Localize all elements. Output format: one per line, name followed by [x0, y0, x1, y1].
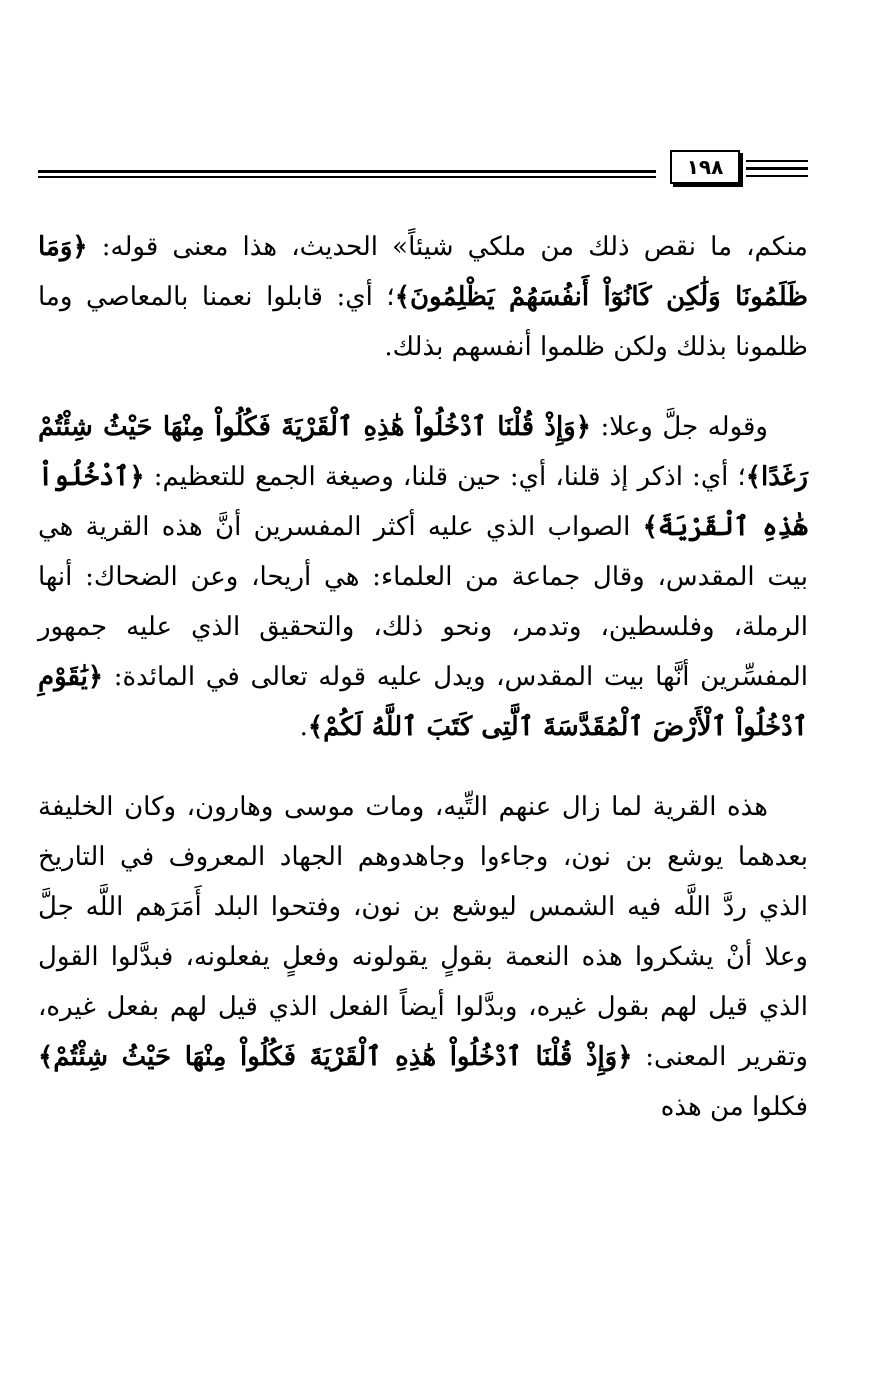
paragraph: [38, 402, 808, 752]
page-number: ١٩٨: [670, 150, 740, 184]
page-header: [38, 150, 808, 190]
body-text: فكلوا من هذه: [660, 1092, 808, 1122]
body-text: منكم، ما نقص ذلك من ملكي شيئاً» الحديث، هذا معنى قوله:: [87, 232, 808, 262]
paragraph: [38, 782, 808, 1132]
body-text: ؛ أي: قابلوا نعمنا بالمعاصي وما ظلمونا بذلك ولكن ظلموا أنفسهم بذلك.: [38, 282, 808, 362]
header-rule-short: [746, 175, 808, 177]
quran-verse: ﴿وَإِذْ قُلْنَا ٱدْخُلُواْ هَٰذِهِ ٱلْقَرْيَةَ فَكُلُواْ مِنْهَا حَيْثُ شِئْتُمْ﴾: [38, 1042, 633, 1072]
page-body: [38, 222, 808, 1132]
body-text: الصواب الذي عليه أكثر المفسرين أنَّ هذه القرية هي بيت المقدس، وقال جماعة من العلماء: هي أريحا، وعن الضحاك: أنها الرملة، وفلسطين، وتدمر، ونحو ذلك، والتحقيق الذي عليه جمهور المفسِّرين أنَّها بيت المقدس، ويدل عليه قوله تعالى في المائدة:: [38, 512, 808, 692]
header-rule-short: [746, 160, 808, 162]
header-rule-short: [746, 167, 808, 170]
header-rule: [38, 176, 656, 178]
body-text: ؛ أي: اذكر إذ قلنا، أي: حين قلنا، وصيغة الجمع للتعظيم:: [144, 462, 746, 492]
quran-verse: ﴿يَٰقَوْمِ ٱدْخُلُواْ ٱلْأَرْضَ ٱلْمُقَدَّسَةَ ٱلَّتِى كَتَبَ ٱللَّهُ لَكُمْ﴾: [38, 662, 808, 742]
body-text: وقوله جلَّ وعلا:: [590, 412, 768, 442]
paragraph: [38, 222, 808, 372]
quran-verse: ﴿وَإِذْ قُلْنَا ٱدْخُلُواْ هَٰذِهِ ٱلْقَرْيَةَ فَكُلُواْ مِنْهَا حَيْثُ شِئْتُمْ رَغَدًا﴾: [38, 412, 808, 492]
body-text: .: [299, 712, 308, 742]
body-text: هذه القرية لما زال عنهم التِّيه، ومات موسى وهارون، وكان الخليفة بعدهما يوشع بن نون، وجاءوا وجاهدوهم الجهاد المعروف في التاريخ الذي ردَّ اللَّه فيه الشمس ليوشع بن نون، وفتحوا البلد أَمَرَهم اللَّه جلَّ وعلا أنْ يشكروا هذه النعمة بقولٍ يقولونه وفعلٍ يفعلونه، فبدَّلوا القول الذي قيل لهم بقول غيره، وبدَّلوا أيضاً الفعل الذي قيل لهم بفعل غيره، وتقرير المعنى:: [38, 792, 808, 1072]
header-rule: [38, 170, 656, 173]
quran-verse: ﴿ٱدْخُلُواْ هَٰذِهِ ٱلْقَرْيَةَ﴾: [38, 462, 808, 542]
quran-verse: ﴿وَمَا ظَلَمُونَا وَلَٰكِن كَانُوٓاْ أَنفُسَهُمْ يَظْلِمُونَ﴾: [38, 232, 809, 312]
